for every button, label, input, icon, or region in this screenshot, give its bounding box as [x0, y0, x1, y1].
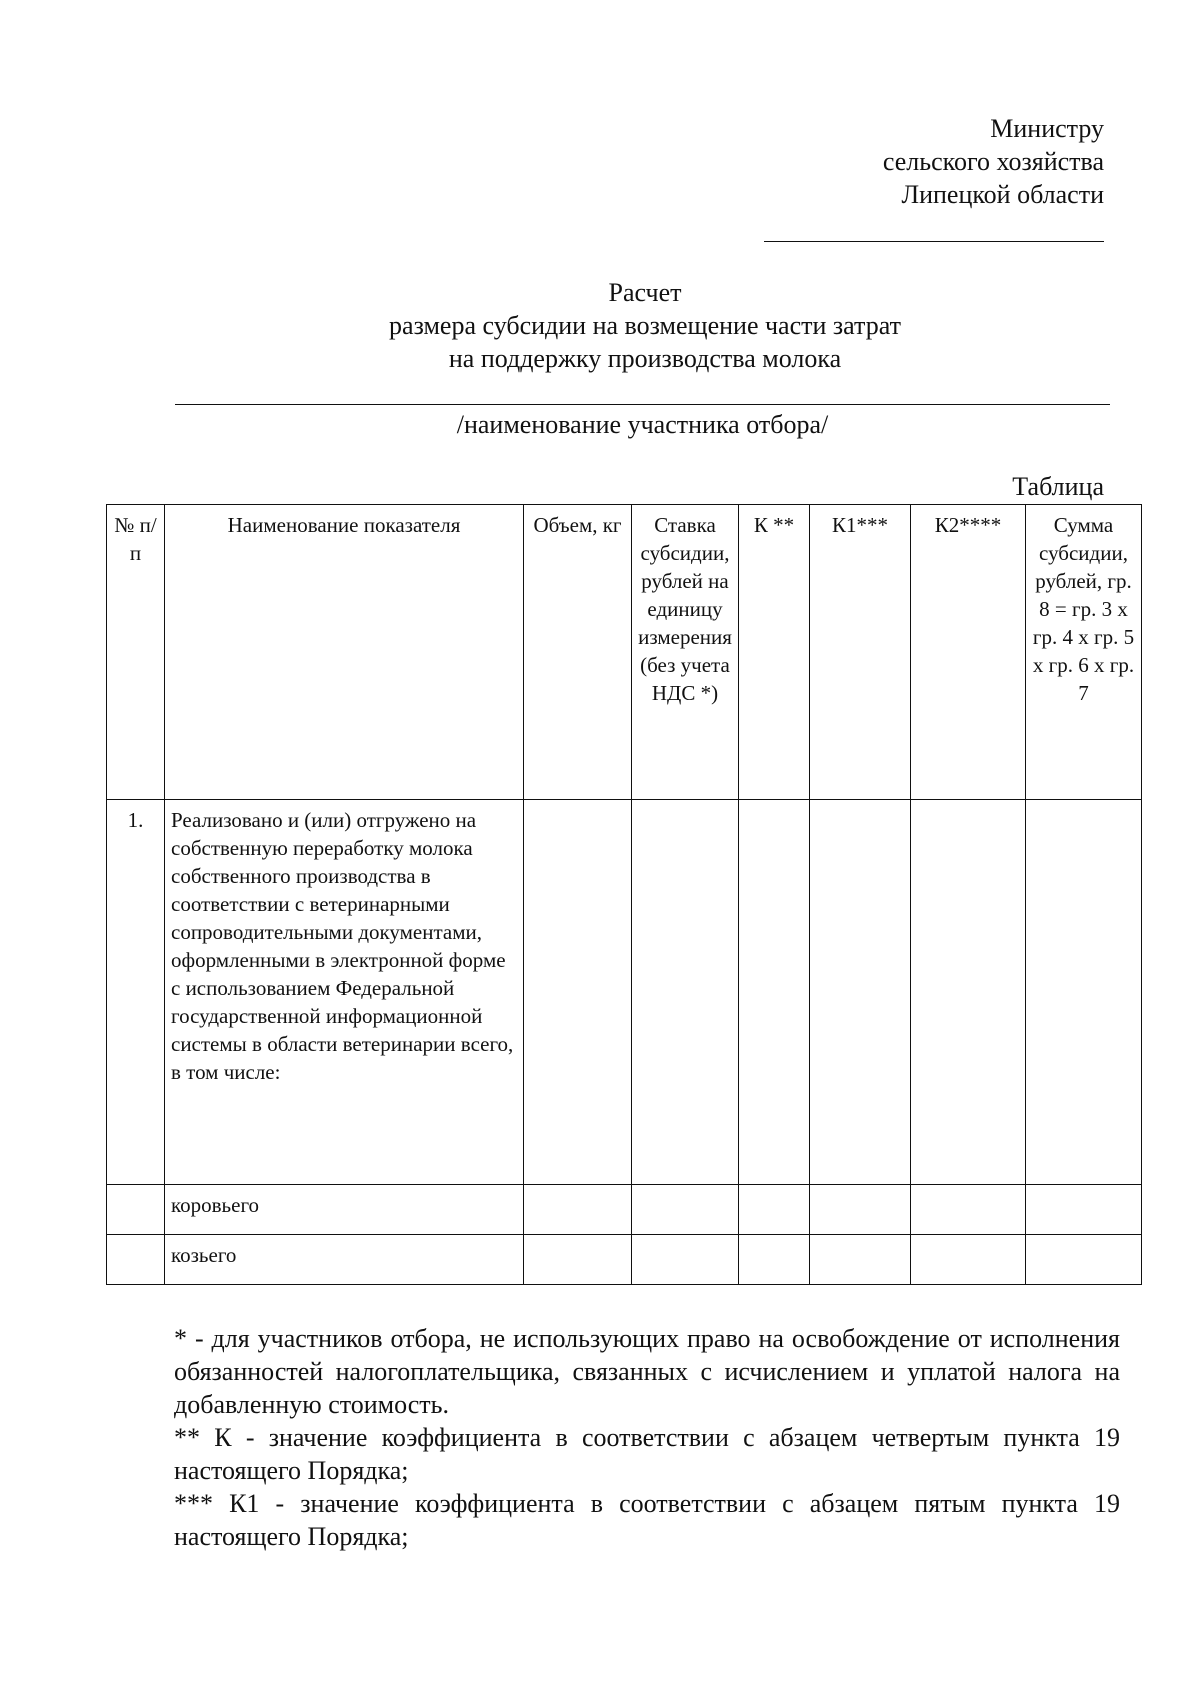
row-k-cell	[739, 1235, 810, 1285]
addressee-line-3: Липецкой области	[901, 180, 1104, 209]
row-volume-cell	[524, 1185, 632, 1235]
row-indicator-name: коровьего	[165, 1185, 524, 1235]
header-k1: К1***	[810, 505, 911, 800]
row-indicator-name: Реализовано и (или) отгружено на собственную переработку молока собственного производства в соответствии с ветеринарными сопроводительными документами, оформленными в электронной форме с использованием Федеральной государственной информационной системы в области ветеринарии всего, в том числе:	[165, 800, 524, 1185]
table-row	[107, 1185, 1142, 1235]
row-sum-cell	[1026, 1185, 1142, 1235]
title-line-2: размера субсидии на возмещение части затрат	[389, 311, 901, 340]
header-number: № п/п	[107, 505, 165, 800]
header-subsidy-sum: Сумма субсидии, рублей, гр. 8 = гр. 3 x гр. 4 x гр. 5 x гр. 6 x гр. 7	[1026, 505, 1142, 800]
title-line-3: на поддержку производства молока	[448, 344, 842, 373]
document-title	[0, 276, 1200, 375]
header-indicator-name: Наименование показателя	[165, 505, 524, 800]
row-rate-cell	[632, 1235, 739, 1285]
title-line-1: Расчет	[608, 278, 682, 307]
footnotes	[174, 1322, 1120, 1553]
row-volume-cell	[524, 800, 632, 1185]
addressee-signature-line	[764, 241, 1104, 242]
row-number: 1.	[107, 800, 165, 1185]
row-number	[107, 1185, 165, 1235]
table-row	[107, 800, 1142, 1185]
table-header-row	[107, 505, 1142, 800]
row-k2-cell	[911, 800, 1026, 1185]
row-indicator-name: козьего	[165, 1235, 524, 1285]
row-volume-cell	[524, 1235, 632, 1285]
row-k1-cell	[810, 800, 911, 1185]
row-k-cell	[739, 800, 810, 1185]
header-k: К **	[739, 505, 810, 800]
header-k2: К2****	[911, 505, 1026, 800]
row-k1-cell	[810, 1185, 911, 1235]
addressee-block	[704, 112, 1104, 211]
addressee-line-2: сельского хозяйства	[882, 147, 1104, 176]
row-number	[107, 1235, 165, 1285]
footnote-vat: * - для участников отбора, не использующих право на освобождение от исполнения обязанностей налогоплательщика, связанных с исчислением и уплатой налога на добавленную стоимость.	[174, 1324, 1120, 1419]
header-volume: Объем, кг	[524, 505, 632, 800]
participant-name-line	[175, 404, 1110, 405]
row-rate-cell	[632, 800, 739, 1185]
header-subsidy-rate: Ставка субсидии, рублей на единицу измерения (без учета НДС *)	[632, 505, 739, 800]
subsidy-calculation-table	[106, 504, 1142, 1285]
row-k-cell	[739, 1185, 810, 1235]
footnote-k: ** К - значение коэффициента в соответствии с абзацем четвертым пункта 19 настоящего Порядка;	[174, 1423, 1120, 1485]
table-row	[107, 1235, 1142, 1285]
footnote-k1: *** К1 - значение коэффициента в соответствии с абзацем пятым пункта 19 настоящего Порядка;	[174, 1489, 1120, 1551]
table-label: Таблица	[1012, 472, 1104, 501]
row-k2-cell	[911, 1185, 1026, 1235]
addressee-line-1: Министру	[990, 114, 1104, 143]
row-k1-cell	[810, 1235, 911, 1285]
row-k2-cell	[911, 1235, 1026, 1285]
row-sum-cell	[1026, 800, 1142, 1185]
participant-caption: /наименование участника отбора/	[456, 410, 829, 439]
row-sum-cell	[1026, 1235, 1142, 1285]
row-rate-cell	[632, 1185, 739, 1235]
